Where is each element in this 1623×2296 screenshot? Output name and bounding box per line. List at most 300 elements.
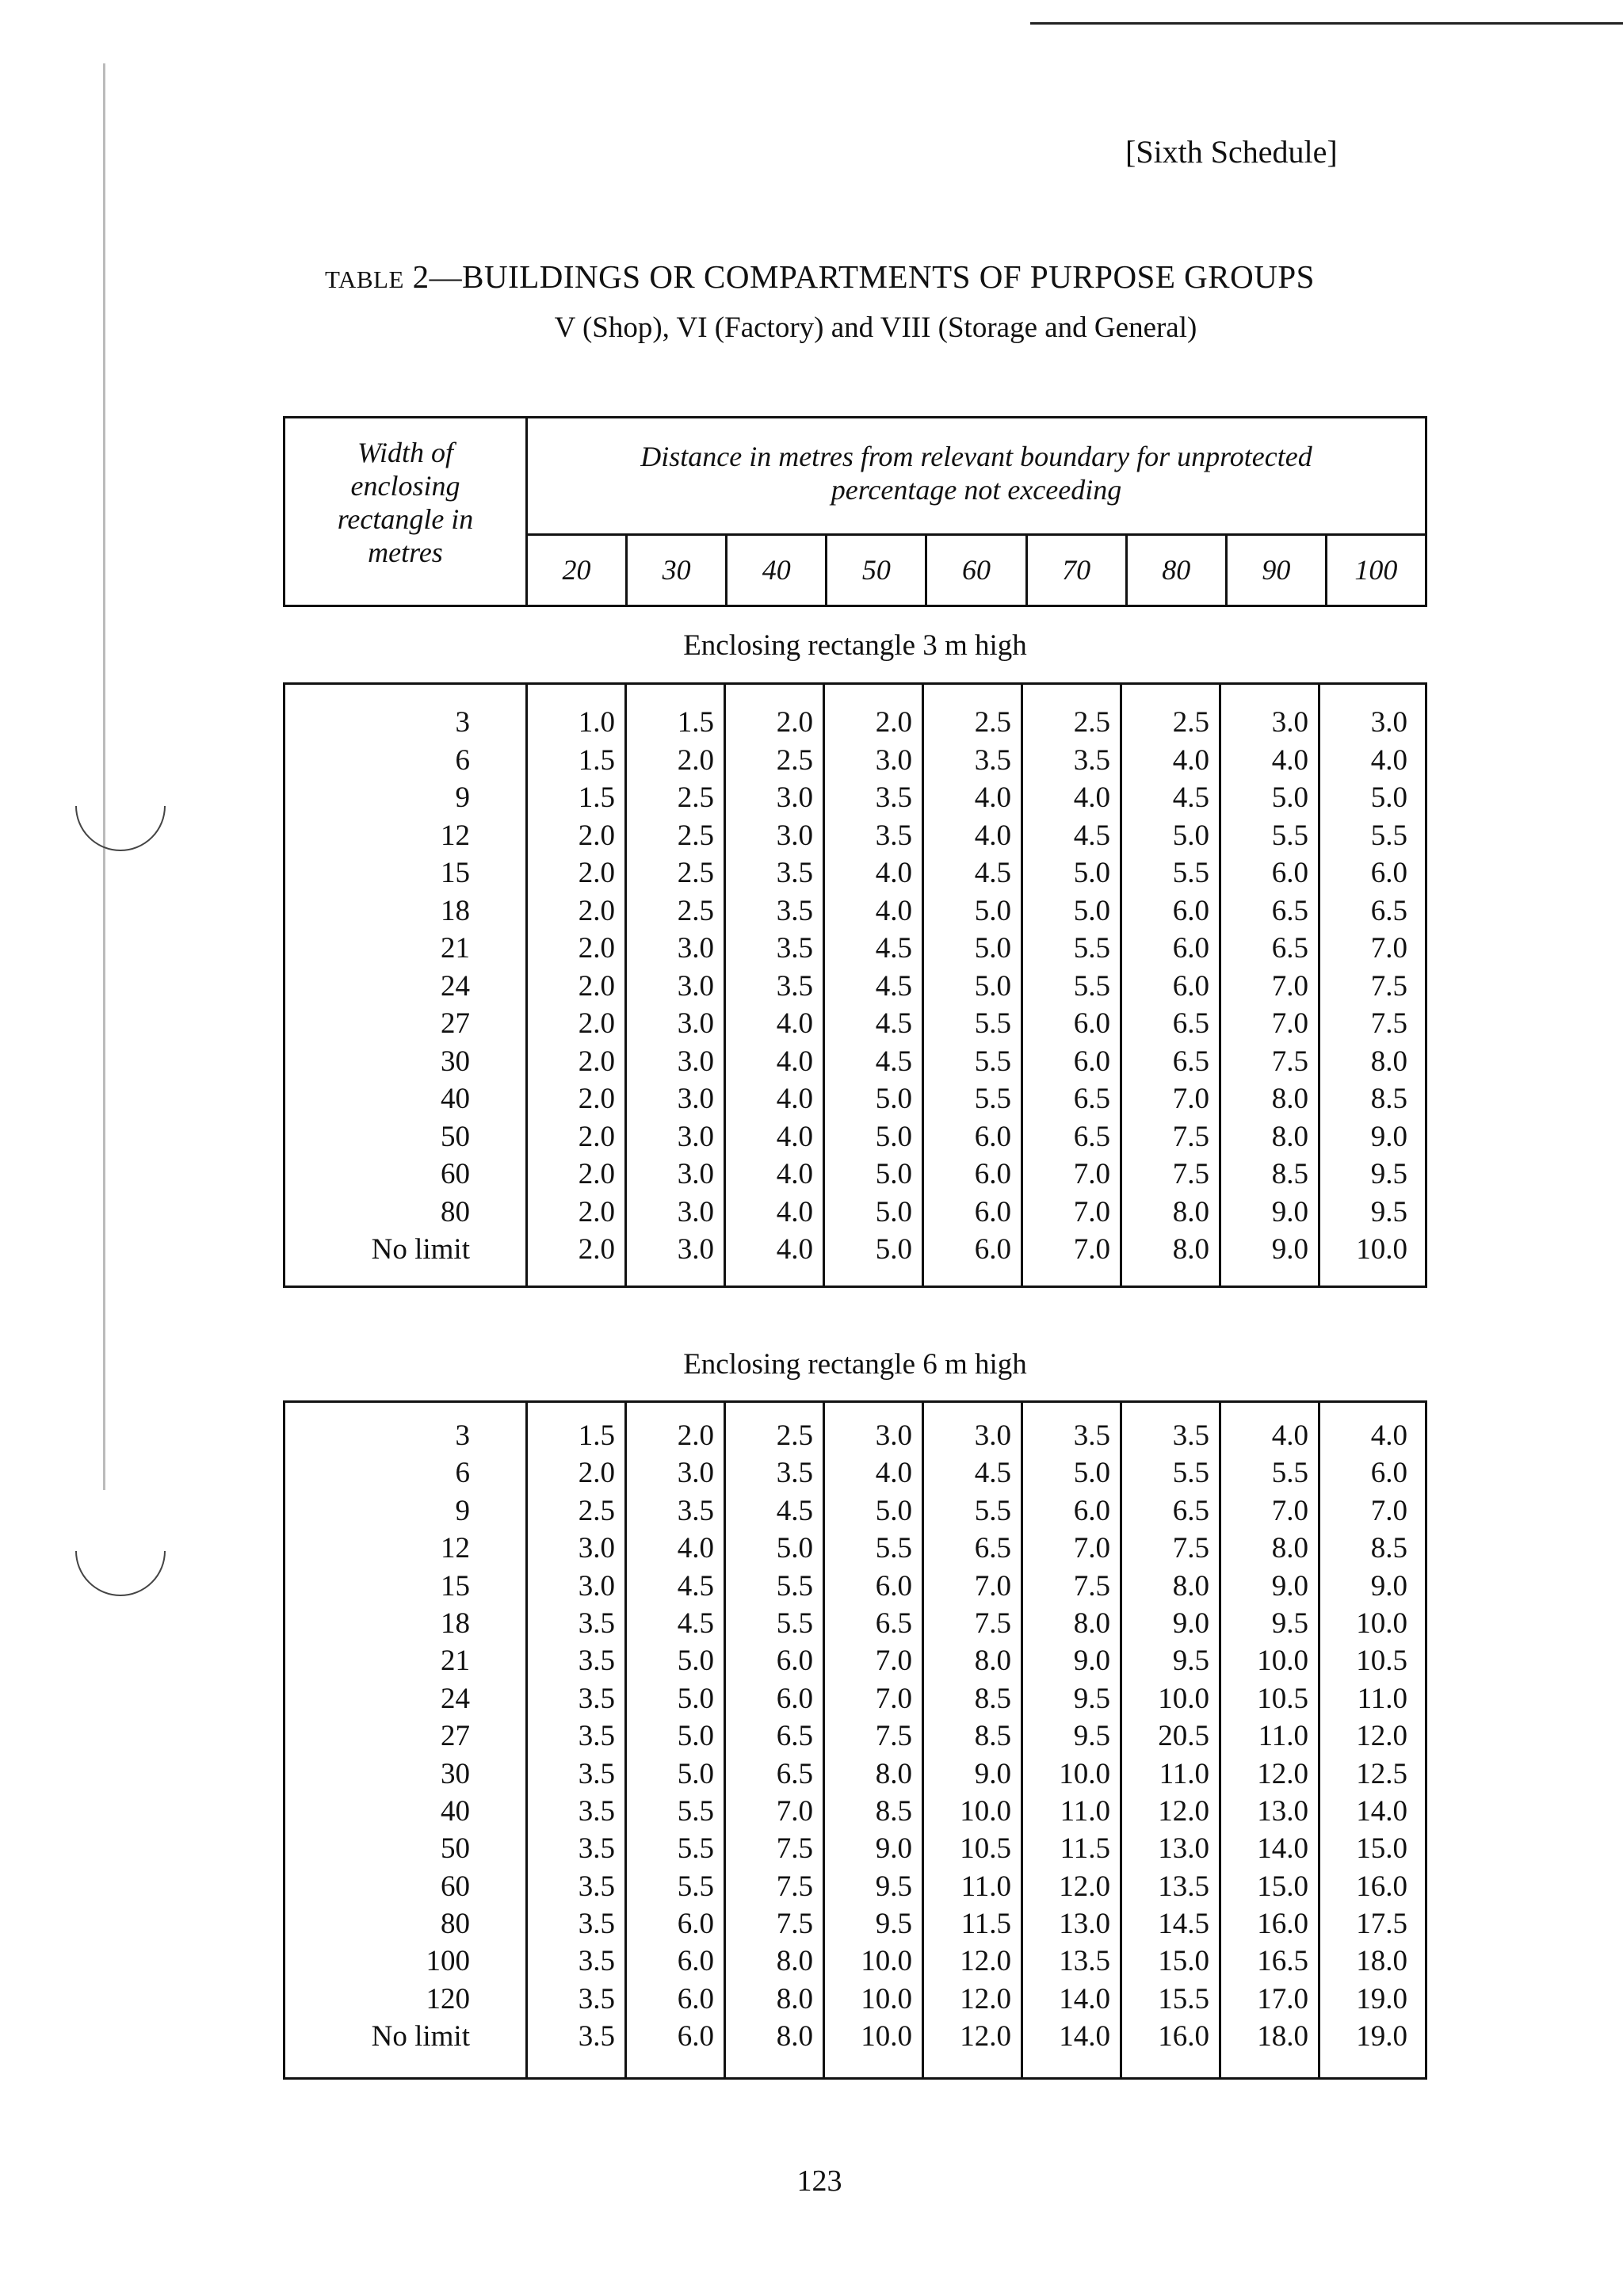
distance-cell: 3.0: [578, 1532, 615, 1565]
distance-cell: 11.0: [1258, 1720, 1308, 1753]
distance-column: [1221, 685, 1320, 1286]
distance-cell: 3.0: [677, 1158, 714, 1190]
distance-cell: 3.5: [578, 1945, 615, 1978]
distance-cell: 11.5: [960, 1908, 1011, 1941]
distance-column: [1320, 1403, 1425, 2077]
distance-cell: 15.0: [1158, 1945, 1209, 1978]
distance-cell: 5.0: [875, 1233, 912, 1266]
distance-cell: 7.0: [776, 1794, 813, 1828]
distance-cell: 5.0: [974, 969, 1011, 1003]
distance-cell: 2.0: [578, 1158, 615, 1190]
distance-cell: 9.0: [1271, 1569, 1308, 1603]
distance-cell: 2.5: [1172, 706, 1209, 739]
width-cell: 60: [441, 1870, 470, 1903]
distance-cell: 3.5: [578, 1794, 615, 1828]
percentage-header-cell: 30: [628, 536, 727, 605]
distance-cell: 5.5: [1073, 969, 1110, 1003]
distance-column: [1320, 685, 1425, 1286]
distance-cell: 2.0: [578, 969, 615, 1003]
distance-cell: 6.5: [776, 1720, 813, 1753]
distance-cell: 3.0: [578, 1569, 615, 1603]
distance-cell: 15.0: [1257, 1870, 1308, 1903]
width-cell: 18: [441, 894, 470, 927]
width-cell: 3: [455, 706, 470, 739]
distance-cell: 4.5: [974, 857, 1011, 889]
distance-cell: 8.5: [1370, 1083, 1407, 1115]
distance-cell: 7.0: [1073, 1233, 1110, 1266]
distance-cell: 3.5: [677, 1494, 714, 1527]
width-cell: 18: [441, 1606, 470, 1640]
distance-cell: 14.0: [1356, 1794, 1407, 1828]
distance-cell: 3.5: [578, 1832, 615, 1866]
distance-cell: 16.0: [1158, 2020, 1209, 2053]
distance-cell: 5.5: [1172, 1457, 1209, 1490]
distance-cell: 16.0: [1257, 1908, 1308, 1941]
distance-cell: 7.0: [1073, 1532, 1110, 1565]
distance-cell: 5.5: [1073, 932, 1110, 965]
distance-cell: 5.5: [677, 1794, 714, 1828]
width-cell: 21: [441, 1645, 470, 1678]
distance-cell: 11.0: [960, 1870, 1011, 1903]
distance-cell: 2.5: [578, 1494, 615, 1527]
distance-cell: 6.0: [677, 2020, 714, 2053]
distance-cell: 4.0: [1370, 743, 1407, 777]
distance-cell: 4.5: [677, 1569, 714, 1603]
distance-cell: 4.0: [1172, 743, 1209, 777]
distance-cell: 7.5: [875, 1720, 912, 1753]
width-cell: 60: [441, 1158, 470, 1190]
width-cell: 100: [426, 1945, 470, 1978]
distance-cell: 5.5: [875, 1532, 912, 1565]
distance-cell: 5.0: [875, 1195, 912, 1228]
distance-cell: 5.0: [875, 1494, 912, 1527]
distance-cell: 2.0: [677, 743, 714, 777]
distance-cell: 4.0: [776, 1007, 813, 1040]
distance-cell: 8.5: [1370, 1532, 1407, 1565]
distance-cell: 2.0: [677, 1419, 714, 1452]
distance-cell: 7.0: [1271, 969, 1308, 1003]
distance-cell: 11.5: [1060, 1832, 1110, 1866]
distance-cell: 6.0: [974, 1233, 1011, 1266]
distance-cell: 1.5: [578, 781, 615, 814]
distance-cell: 7.0: [974, 1569, 1011, 1603]
distance-cell: 9.5: [1370, 1195, 1407, 1228]
punch-hole-mark: [75, 1506, 166, 1596]
distance-column: [1023, 1403, 1122, 2077]
distance-cell: 4.5: [1073, 819, 1110, 852]
distance-cell: 3.5: [875, 819, 912, 852]
distance-cell: 5.0: [1073, 857, 1110, 889]
distance-cell: 5.0: [875, 1083, 912, 1115]
distance-header: [528, 418, 1425, 536]
distance-cell: 6.5: [1073, 1120, 1110, 1153]
distance-cell: 2.5: [776, 1419, 813, 1452]
distance-cell: 2.0: [578, 1457, 615, 1490]
distance-cell: 8.0: [776, 1945, 813, 1978]
distance-cell: 15.5: [1158, 1982, 1209, 2015]
distance-cell: 7.0: [1073, 1195, 1110, 1228]
distance-cell: 3.5: [776, 894, 813, 927]
distance-cell: 5.5: [974, 1045, 1011, 1078]
distance-cell: 3.5: [1073, 1419, 1110, 1452]
distance-cell: 4.0: [1271, 743, 1308, 777]
distance-cell: 12.0: [1257, 1757, 1308, 1790]
distance-cell: 2.0: [578, 1007, 615, 1040]
width-cell: 24: [441, 969, 470, 1003]
distance-cell: 4.0: [875, 894, 912, 927]
distance-cell: 19.0: [1356, 2020, 1407, 2053]
distance-column: [726, 1403, 825, 2077]
distance-cell: 9.5: [1073, 1720, 1110, 1753]
distance-cell: 11.0: [1159, 1757, 1209, 1790]
distance-cell: 10.0: [1257, 1645, 1308, 1678]
distance-cell: 9.0: [1271, 1195, 1308, 1228]
distance-cell: 6.0: [1370, 1457, 1407, 1490]
distance-cell: 2.0: [578, 1195, 615, 1228]
distance-cell: 10.0: [861, 2020, 912, 2053]
distance-cell: 10.5: [1257, 1682, 1308, 1715]
distance-cell: 3.5: [578, 1720, 615, 1753]
distance-cell: 9.5: [1073, 1682, 1110, 1715]
table-subtitle: V (Shop), VI (Factory) and VIII (Storage and General): [554, 311, 1197, 344]
width-cell: 80: [441, 1908, 470, 1941]
distance-cell: 3.5: [776, 857, 813, 889]
distance-cell: 6.5: [1271, 894, 1308, 927]
distance-cell: 3.0: [677, 932, 714, 965]
percentage-header-cell: 60: [927, 536, 1027, 605]
distance-cell: 3.5: [776, 969, 813, 1003]
section-label-3m: Enclosing rectangle 3 m high: [683, 629, 1027, 662]
distance-cell: 14.0: [1059, 2020, 1110, 2053]
distance-cell: 2.0: [578, 857, 615, 889]
width-cell: 15: [441, 1569, 470, 1603]
distance-cell: 6.0: [974, 1158, 1011, 1190]
width-header-line: rectangle in: [337, 503, 474, 535]
distance-cell: 7.0: [875, 1645, 912, 1678]
width-cell: 27: [441, 1720, 470, 1753]
distance-cell: 14.0: [1257, 1832, 1308, 1866]
distance-cell: 3.0: [677, 1045, 714, 1078]
distance-cell: 3.0: [677, 1233, 714, 1266]
distance-cell: 10.0: [1059, 1757, 1110, 1790]
distance-cell: 9.0: [1172, 1606, 1209, 1640]
width-cell: 27: [441, 1007, 470, 1040]
distance-cell: 2.0: [578, 932, 615, 965]
distance-cell: 4.5: [974, 1457, 1011, 1490]
distance-cell: 8.0: [1172, 1195, 1209, 1228]
percentage-header-cell: 90: [1228, 536, 1327, 605]
distance-cell: 16.0: [1356, 1870, 1407, 1903]
distance-cell: 10.0: [1356, 1233, 1407, 1266]
distance-cell: 2.5: [677, 894, 714, 927]
distance-cell: 5.0: [1172, 819, 1209, 852]
distance-column: [1221, 1403, 1320, 2077]
distance-cell: 8.0: [1271, 1120, 1308, 1153]
table-title: [325, 258, 1395, 296]
distance-cell: 8.0: [1073, 1606, 1110, 1640]
distance-cell: 4.0: [776, 1158, 813, 1190]
section-label-6m: Enclosing rectangle 6 m high: [683, 1348, 1027, 1381]
distance-cell: 3.5: [776, 1457, 813, 1490]
distance-cell: 8.0: [974, 1645, 1011, 1678]
distance-cell: 12.5: [1356, 1757, 1407, 1790]
percentage-header-cell: 20: [528, 536, 628, 605]
distance-cell: 7.5: [1271, 1045, 1308, 1078]
distance-cell: 8.5: [974, 1720, 1011, 1753]
distance-cell: 12.0: [1059, 1870, 1110, 1903]
distance-cell: 10.5: [960, 1832, 1011, 1866]
distance-cell: 2.0: [578, 1083, 615, 1115]
distance-cell: 4.0: [875, 1457, 912, 1490]
width-cell: 50: [441, 1120, 470, 1153]
distance-cell: 10.0: [861, 1982, 912, 2015]
distance-cell: 7.0: [1271, 1007, 1308, 1040]
distance-cell: 6.0: [875, 1569, 912, 1603]
distance-cell: 3.0: [1271, 706, 1308, 739]
distance-column: [924, 1403, 1023, 2077]
distance-cell: 7.5: [776, 1870, 813, 1903]
distance-cell: 6.0: [677, 1908, 714, 1941]
distance-cell: 8.0: [1271, 1532, 1308, 1565]
punch-hole-mark: [75, 761, 166, 851]
percentage-header-cell: 50: [827, 536, 927, 605]
distance-cell: 3.5: [776, 932, 813, 965]
distance-cell: 18.0: [1257, 2020, 1308, 2053]
distance-cell: 3.5: [578, 1870, 615, 1903]
distance-cell: 7.0: [1370, 1494, 1407, 1527]
width-cell: 9: [455, 781, 470, 814]
width-cell: 3: [455, 1419, 470, 1452]
width-header-line: enclosing: [350, 470, 460, 502]
distance-cell: 6.5: [1370, 894, 1407, 927]
distance-column: [528, 685, 627, 1286]
distance-cell: 3.5: [875, 781, 912, 814]
distance-cell: 4.0: [677, 1532, 714, 1565]
distance-cell: 5.5: [1271, 819, 1308, 852]
distance-cell: 2.0: [578, 819, 615, 852]
distance-cell: 17.0: [1257, 1982, 1308, 2015]
distance-column: [825, 1403, 924, 2077]
distance-cell: 4.0: [974, 781, 1011, 814]
distance-cell: 3.0: [677, 1195, 714, 1228]
distance-cell: 2.0: [875, 706, 912, 739]
distance-cell: 4.5: [776, 1494, 813, 1527]
distance-cell: 4.5: [875, 1007, 912, 1040]
distance-cell: 4.5: [677, 1606, 714, 1640]
width-cell: 40: [441, 1083, 470, 1115]
distance-cell: 5.0: [677, 1720, 714, 1753]
width-column-header: [285, 418, 528, 605]
distance-cell: 5.0: [875, 1120, 912, 1153]
distance-cell: 5.5: [974, 1007, 1011, 1040]
distance-cell: 6.0: [677, 1982, 714, 2015]
distance-cell: 8.0: [776, 1982, 813, 2015]
distance-cell: 5.5: [677, 1870, 714, 1903]
distance-cell: 7.5: [776, 1832, 813, 1866]
width-cell: 12: [441, 1532, 470, 1565]
distance-cell: 4.0: [776, 1083, 813, 1115]
distance-cell: 7.5: [974, 1606, 1011, 1640]
distance-cell: 6.0: [974, 1120, 1011, 1153]
distance-cell: 9.0: [1073, 1645, 1110, 1678]
distance-cell: 6.0: [1370, 857, 1407, 889]
distance-cell: 6.0: [776, 1682, 813, 1715]
distance-cell: 6.0: [1073, 1007, 1110, 1040]
width-cell: 120: [426, 1982, 470, 2015]
distance-cell: 2.0: [578, 894, 615, 927]
distance-cell: 3.0: [677, 1007, 714, 1040]
distance-cell: 4.5: [875, 932, 912, 965]
distance-cell: 4.0: [1370, 1419, 1407, 1452]
distance-cell: 5.0: [677, 1682, 714, 1715]
distance-cell: 2.0: [578, 1120, 615, 1153]
distance-cell: 7.5: [1172, 1120, 1209, 1153]
distance-cell: 2.5: [776, 743, 813, 777]
distance-cell: 8.0: [1172, 1233, 1209, 1266]
distance-cell: 6.0: [1073, 1045, 1110, 1078]
distance-cell: 5.0: [974, 932, 1011, 965]
distance-cell: 3.5: [578, 1982, 615, 2015]
distance-cell: 8.5: [1271, 1158, 1308, 1190]
section-6m-table: [283, 1400, 1427, 2080]
distance-cell: 2.0: [578, 1045, 615, 1078]
distance-cell: 5.0: [974, 894, 1011, 927]
distance-cell: 3.5: [578, 1757, 615, 1790]
percentage-header-row: [528, 536, 1425, 605]
width-column: [285, 1403, 528, 2077]
distance-cell: 1.5: [578, 1419, 615, 1452]
distance-cell: 12.0: [960, 1982, 1011, 2015]
schedule-heading: [Sixth Schedule]: [1125, 134, 1338, 170]
distance-cell: 16.5: [1257, 1945, 1308, 1978]
distance-cell: 6.5: [1271, 932, 1308, 965]
distance-cell: 3.5: [578, 1682, 615, 1715]
width-cell: 30: [441, 1757, 470, 1790]
distance-cell: 5.0: [1370, 781, 1407, 814]
distance-cell: 5.0: [1271, 781, 1308, 814]
title-prefix: TABLE: [325, 266, 404, 293]
percentage-header-cell: 40: [727, 536, 827, 605]
distance-cell: 6.0: [1271, 857, 1308, 889]
distance-cell: 2.5: [677, 857, 714, 889]
distance-cell: 3.0: [776, 819, 813, 852]
distance-cell: 13.0: [1158, 1832, 1209, 1866]
distance-cell: 6.5: [1073, 1083, 1110, 1115]
scan-edge: [103, 63, 105, 1490]
percentage-header-cell: 100: [1354, 554, 1398, 586]
distance-cell: 3.0: [974, 1419, 1011, 1452]
distance-cell: 19.0: [1356, 1982, 1407, 2015]
distance-cell: 7.5: [1370, 1007, 1407, 1040]
distance-cell: 8.5: [974, 1682, 1011, 1715]
distance-cell: 5.0: [677, 1645, 714, 1678]
distance-cell: 6.5: [1172, 1494, 1209, 1527]
distance-cell: 5.5: [1172, 857, 1209, 889]
distance-cell: 3.5: [578, 1645, 615, 1678]
distance-cell: 5.5: [776, 1569, 813, 1603]
distance-cell: 3.0: [875, 743, 912, 777]
distance-cell: 12.0: [1158, 1794, 1209, 1828]
distance-cell: 7.0: [1271, 1494, 1308, 1527]
distance-cell: 17.5: [1356, 1908, 1407, 1941]
distance-cell: 9.5: [1370, 1158, 1407, 1190]
width-cell: 6: [455, 743, 470, 777]
distance-cell: 6.0: [1172, 894, 1209, 927]
distance-cell: 4.0: [776, 1195, 813, 1228]
width-cell: 80: [441, 1195, 470, 1228]
distance-cell: 9.5: [1271, 1606, 1308, 1640]
width-cell: 30: [441, 1045, 470, 1078]
distance-cell: 8.0: [1370, 1045, 1407, 1078]
distance-cell: 6.5: [974, 1532, 1011, 1565]
distance-column: [924, 685, 1023, 1286]
distance-cell: 5.0: [776, 1532, 813, 1565]
distance-column: [726, 685, 825, 1286]
distance-cell: 9.0: [875, 1832, 912, 1866]
distance-cell: 3.0: [677, 1120, 714, 1153]
distance-cell: 6.5: [776, 1757, 813, 1790]
distance-cell: 1.5: [578, 743, 615, 777]
distance-cell: 5.5: [1271, 1457, 1308, 1490]
distance-cell: 20.5: [1158, 1720, 1209, 1753]
distance-cell: 9.5: [1172, 1645, 1209, 1678]
distance-cell: 2.0: [776, 706, 813, 739]
distance-cell: 14.0: [1059, 1982, 1110, 2015]
distance-cell: 3.0: [677, 1083, 714, 1115]
distance-cell: 9.5: [875, 1908, 912, 1941]
distance-cell: 4.0: [974, 819, 1011, 852]
distance-cell: 13.5: [1059, 1945, 1110, 1978]
width-cell: 9: [455, 1494, 470, 1527]
distance-cell: 12.0: [960, 2020, 1011, 2053]
distance-cell: 6.5: [1172, 1045, 1209, 1078]
distance-cell: 8.0: [875, 1757, 912, 1790]
distance-cell: 5.0: [1073, 894, 1110, 927]
distance-cell: 13.0: [1059, 1908, 1110, 1941]
distance-column: [1122, 685, 1221, 1286]
distance-cell: 3.5: [578, 1908, 615, 1941]
distance-cell: 12.0: [1356, 1720, 1407, 1753]
distance-cell: 5.0: [677, 1757, 714, 1790]
distance-cell: 6.0: [1073, 1494, 1110, 1527]
distance-cell: 4.0: [1271, 1419, 1308, 1452]
distance-cell: 1.0: [578, 706, 615, 739]
distance-cell: 7.0: [1370, 932, 1407, 965]
distance-cell: 7.5: [776, 1908, 813, 1941]
distance-cell: 3.0: [1370, 706, 1407, 739]
distance-cell: 15.0: [1356, 1832, 1407, 1866]
width-cell: 40: [441, 1794, 470, 1828]
distance-cell: 5.5: [974, 1083, 1011, 1115]
distance-cell: 4.5: [875, 1045, 912, 1078]
distance-cell: 2.5: [1073, 706, 1110, 739]
distance-cell: 7.5: [1172, 1532, 1209, 1565]
distance-cell: 4.0: [875, 857, 912, 889]
distance-cell: 5.5: [1370, 819, 1407, 852]
distance-cell: 2.0: [578, 1233, 615, 1266]
title-main: 2—BUILDINGS OR COMPARTMENTS OF PURPOSE GROUPS: [403, 258, 1315, 295]
distance-cell: 18.0: [1356, 1945, 1407, 1978]
distance-column: [528, 1403, 627, 2077]
distance-cell: 3.0: [875, 1419, 912, 1452]
distance-column: [627, 685, 726, 1286]
distance-cell: 11.0: [1060, 1794, 1110, 1828]
distance-cell: 12.0: [960, 1945, 1011, 1978]
width-header-line: metres: [368, 537, 443, 568]
distance-cell: 8.0: [1172, 1569, 1209, 1603]
table-header: [283, 416, 1427, 607]
distance-cell: 10.0: [1158, 1682, 1209, 1715]
